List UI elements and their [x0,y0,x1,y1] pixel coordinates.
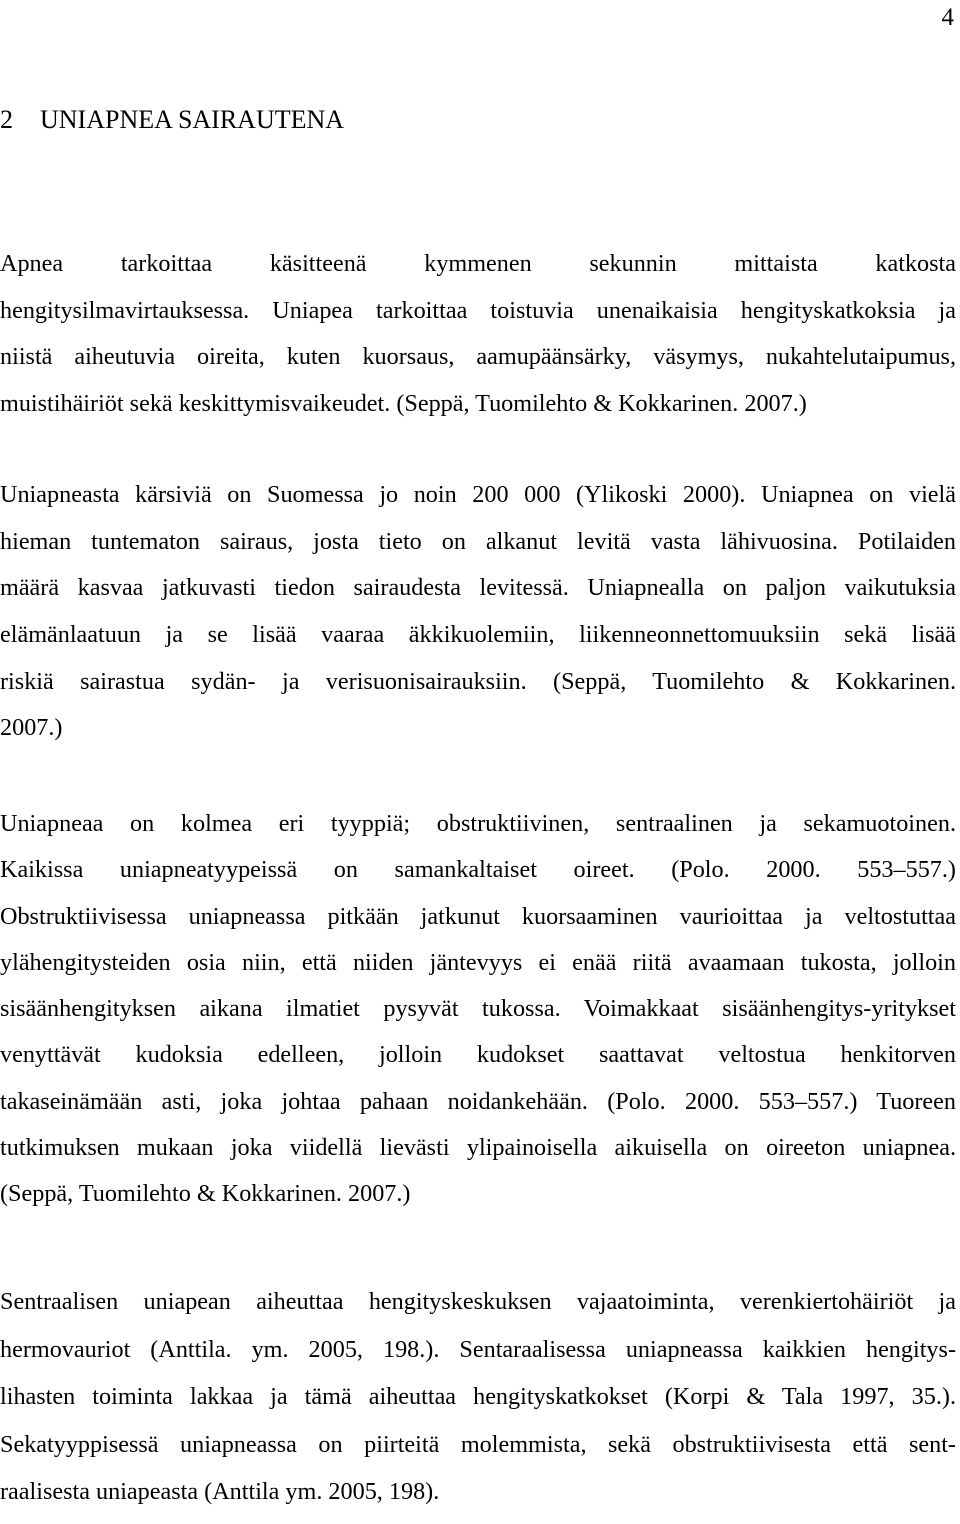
paragraph-line: sisäänhengityksen aikana ilmatiet pysyvät tukossa. Voimakkaat sisäänhengitys-yritykset [0,995,956,1023]
paragraph-line: hieman tuntematon sairaus, josta tieto on alkanut levitä vasta lähivuosina. Potilaiden [0,527,956,555]
paragraph-line: (Seppä, Tuomilehto & Kokkarinen. 2007.) [0,1180,411,1208]
paragraph-line: hermovauriot (Anttila. ym. 2005, 198.). Sentaraalisessa uniapneassa kaikkien hengitys- [0,1335,956,1363]
paragraph-line: Apnea tarkoittaa käsitteenä kymmenen sekunnin mittaista katkosta [0,250,956,277]
paragraph-line: takaseinämään asti, joka johtaa pahaan noidankehään. (Polo. 2000. 553–557.) Tuoreen [0,1087,956,1115]
section-title: UNIAPNEA SAIRAUTENA [40,105,345,134]
paragraph-line: Kaikissa uniapneatyypeissä on samankaltaiset oireet. (Polo. 2000. 553–557.) [0,856,956,884]
paragraph-line: määrä kasvaa jatkuvasti tiedon sairaudesta levitessä. Uniapnealla on paljon vaikutuksia [0,574,956,602]
paragraph-apnea-definition [0,248,956,434]
paragraph-prevalence [0,479,956,759]
paragraph-line: ylähengitysteiden osia niin, että niiden jäntevyys ei enää riitä avaamaan tukosta, jolloin [0,948,956,976]
paragraph-central-apnea [0,1286,956,1524]
paragraph-line: elämänlaatuun ja se lisää vaaraa äkkikuolemiin, liikenneonnettomuuksiin sekä lisää [0,621,956,649]
section-heading [0,104,344,136]
paragraph-line: Sentraalisen uniapean aiheuttaa hengityskeskuksen vajaatoiminta, verenkiertohäiriöt ja [0,1288,956,1315]
paragraph-line: lihasten toiminta lakkaa ja tämä aiheuttaa hengityskatkokset (Korpi & Tala 1997, 35.). [0,1383,956,1410]
paragraph-line: muistihäiriöt sekä keskittymisvaikeudet. (Seppä, Tuomilehto & Kokkarinen. 2007.) [0,389,807,417]
paragraph-line: venyttävät kudoksia edelleen, jolloin kudokset saattavat veltostua henkitorven [0,1041,956,1069]
paragraph-line: Uniapneaa on kolmea eri tyyppiä; obstruktiivinen, sentraalinen ja sekamuotoinen. [0,810,956,837]
paragraph-line: niistä aiheutuvia oireita, kuten kuorsaus, aamupäänsärky, väsymys, nukahtelutaipumus, [0,343,956,370]
page-number: 4 [941,4,954,31]
paragraph-line: hengitysilmavirtauksessa. Uniapea tarkoittaa toistuvia unenaikaisia hengityskatkoksia ja [0,296,956,324]
paragraph-line: 2007.) [0,714,63,742]
paragraph-apnea-types [0,808,956,1225]
paragraph-line: tutkimuksen mukaan joka viidellä lievästi ylipainoisella aikuisella on oireeton uniapnea. [0,1134,956,1162]
paragraph-line: riskiä sairastua sydän- ja verisuonisairauksiin. (Seppä, Tuomilehto & Kokkarinen. [0,667,956,695]
paragraph-line: Obstruktiivisessa uniapneassa pitkään jatkunut kuorsaaminen vaurioittaa ja veltostuttaa [0,902,956,930]
section-number: 2 [0,105,13,134]
paragraph-line: raalisesta uniapeasta (Anttila ym. 2005, 198). [0,1478,440,1505]
paragraph-line: Sekatyyppisessä uniapneassa on piirteitä molemmista, sekä obstruktiivisesta että sent- [0,1430,956,1458]
paragraph-line: Uniapneasta kärsiviä on Suomessa jo noin 200 000 (Ylikoski 2000). Uniapnea on vielä [0,481,956,508]
